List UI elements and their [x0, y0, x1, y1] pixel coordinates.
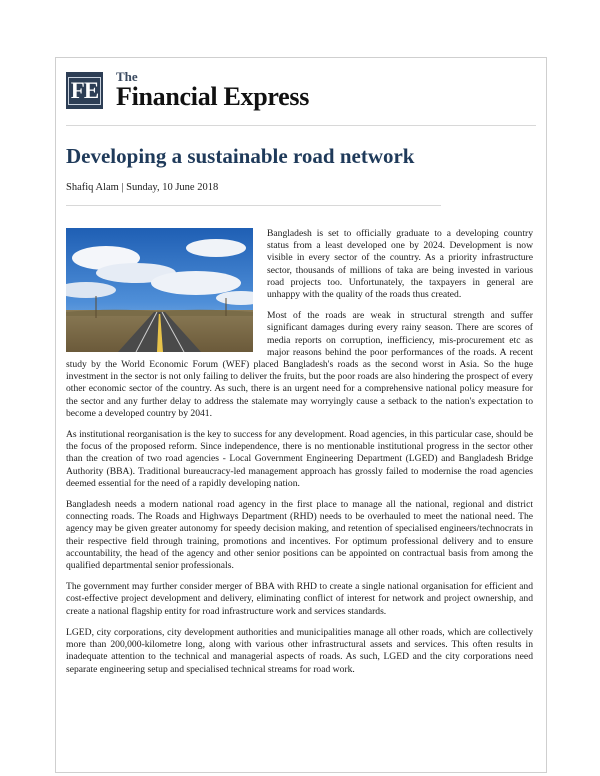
article-title: Developing a sustainable road network	[66, 144, 415, 168]
paragraph: LGED, city corporations, city development authorities and municipalities manage all other roads, which are collectively more than 200,000-kilometre long, along with various other infrastructural assets and services. This often results in inadequate attention to the technical and managerial aspects of roads. As such, LGED and the city corporations need separate engineering setup and specialised technical streams for road work.	[66, 626, 533, 675]
byline: Shafiq Alam | Sunday, 10 June 2018	[66, 182, 219, 193]
article-body	[66, 228, 533, 685]
document-page	[55, 57, 547, 773]
masthead-name: Financial Express	[116, 82, 310, 111]
byline-divider	[66, 205, 441, 206]
road-photo	[66, 228, 253, 352]
fe-logo	[66, 72, 103, 109]
logo-text: FE	[68, 77, 101, 105]
paragraph: Bangladesh needs a modern national road agency in the first place to manage all the national, regional and district connecting roads. The Roads and Highways Department (RHD) needs to be overhauled to meet the national need. The agency may be given greater autonomy for speedy decision making, and retention of specialised engineers/technocrats in their respective field through training, promotions and incentives. For optimum professional delivery and to ensure accountability, the head of the agency and other senior positions can be appointed on contractual basis from among the qualified departmental senior professionals.	[66, 499, 533, 572]
paragraph: Bangladesh is set to officially graduate to a developing country status from a least developed one by 2024. Development is now visible in every sector of the country. As a priority infrastructure sector, thousands of millions of taka are being invested in various road projects too. Unfortunately, the taxpayers in general are unhappy with the quality of the roads thus created.	[267, 228, 533, 301]
paragraph: As institutional reorganisation is the key to success for any development. Road agencies, in this particular case, should be the focus of the proposed reform. Since independence, there is no mentionable institutional progress in the sector other than the creation of two road agencies - Local Government Engineering Department (LGED) and Bangladesh Bridge Authority (BBA). Traditional bureaucracy-led management approach has grossly failed to modernise the road agencies deemed essential for the need of a rapidly developing nation.	[66, 429, 533, 489]
paragraph: The government may further consider merger of BBA with RHD to create a single national organisation for efficient and cost-effective project development and delivery, eliminating conflict of interest for network and project ownership, and create a national flagship entity for road infrastructure work and services standards.	[66, 581, 533, 617]
masthead-divider	[66, 125, 536, 126]
masthead-the: The	[116, 69, 138, 84]
paragraph: Most of the roads are weak in structural strength and suffer significant damages during every rainy season. There are scores of media reports on corruption, inefficiency, mis-procurement etc as major reasons behind the poor performances of the roads. A recent study by the World Economic Forum (WEF) placed Bangladesh's roads as the second worst in Asia. So the huge investment in the sector is not only failing to deliver the fruits, but the poor roads are also hindering the prospect of every other economic sector of the country. As such, there is an urgent need for a comprehensive national policy measure for the sector and any further delay to address the stalemate may worryingly cause a setback to the nation's expectation to become a developed country by 2041.	[66, 310, 533, 419]
